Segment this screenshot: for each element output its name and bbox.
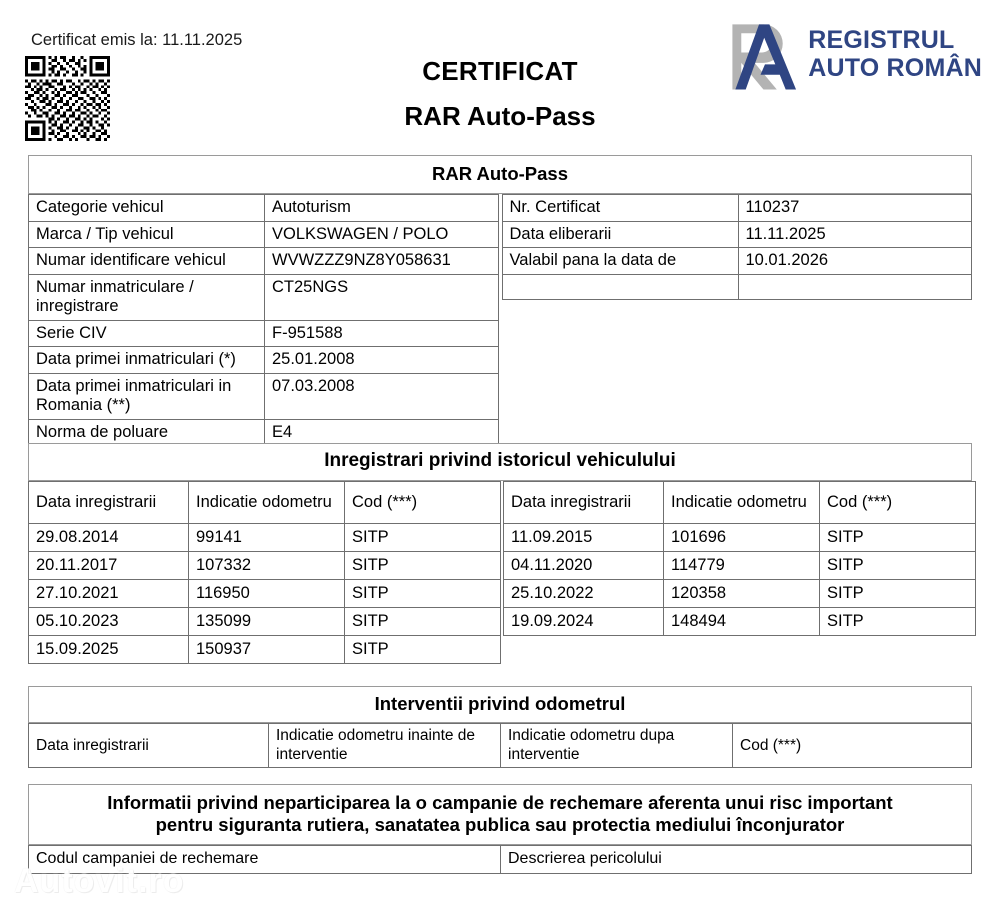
- table-row: [29, 579, 501, 607]
- cell-date: 27.10.2021: [29, 579, 189, 607]
- history-table-right: [503, 481, 976, 664]
- row-value: 11.11.2025: [738, 221, 972, 247]
- table-header-row: [29, 481, 501, 523]
- table-row: [504, 551, 976, 579]
- cell-odometer: 150937: [189, 635, 345, 663]
- row-value: 110237: [738, 195, 972, 221]
- row-value: 10.01.2026: [738, 248, 972, 274]
- row-value: 25.01.2008: [265, 347, 499, 373]
- table-row: [29, 419, 499, 445]
- column-header-odometer-before: Indicatie odometru inainte de interventie: [269, 724, 501, 768]
- cell-code: SITP: [345, 607, 501, 635]
- cell-date: 19.09.2024: [504, 607, 664, 635]
- cell-odometer: 99141: [189, 523, 345, 551]
- row-label: Serie CIV: [29, 320, 265, 346]
- row-value: Autoturism: [265, 195, 499, 221]
- table-row: [29, 274, 499, 320]
- cell-odometer: 135099: [189, 607, 345, 635]
- recall-info-section: [28, 784, 972, 874]
- history-section: [28, 443, 972, 664]
- table-row: [29, 373, 499, 419]
- cell-date: 11.09.2015: [504, 523, 664, 551]
- vehicle-details-table: [28, 194, 499, 446]
- page-title: CERTIFICAT: [422, 56, 578, 86]
- table-row: [504, 523, 976, 551]
- history-banner: Inregistrari privind istoricul vehiculului: [28, 443, 972, 481]
- cell-code: SITP: [345, 551, 501, 579]
- table-header-row: [29, 846, 972, 874]
- rar-monogram-icon: [725, 18, 799, 90]
- row-label: Valabil pana la data de: [502, 248, 738, 274]
- table-row-empty: [502, 274, 972, 299]
- history-table-left: [28, 481, 501, 664]
- row-value: WVWZZZ9NZ8Y058631: [265, 248, 499, 274]
- table-row: [29, 248, 499, 274]
- odometer-interventions-section: [28, 686, 972, 768]
- cell-date: 05.10.2023: [29, 607, 189, 635]
- row-value: 07.03.2008: [265, 373, 499, 419]
- recall-table: [28, 845, 972, 874]
- cell-code: SITP: [820, 551, 976, 579]
- column-header-code: Cod (***): [345, 481, 501, 523]
- row-label: Norma de poluare: [29, 419, 265, 445]
- row-value: E4: [265, 419, 499, 445]
- interventions-banner: Interventii privind odometrul: [28, 686, 972, 723]
- table-row: [504, 607, 976, 635]
- table-row: [29, 221, 499, 247]
- cell-odometer: 107332: [189, 551, 345, 579]
- cell-odometer: 101696: [664, 523, 820, 551]
- row-label: Data eliberarii: [502, 221, 738, 247]
- table-row: [29, 635, 501, 663]
- cell-odometer: 120358: [664, 579, 820, 607]
- empty-cell: [502, 274, 738, 299]
- column-header-date: Data inregistrarii: [29, 724, 269, 768]
- cell-odometer: 114779: [664, 551, 820, 579]
- cell-date: 04.11.2020: [504, 551, 664, 579]
- page-subtitle: RAR Auto-Pass: [404, 101, 596, 132]
- table-row-empty: [504, 635, 976, 663]
- issue-date-label: Certificat emis la: 11.11.2025: [31, 31, 243, 49]
- certificate-details-table: [502, 194, 973, 299]
- certificate-details-body: [502, 195, 972, 299]
- row-value: F-951588: [265, 320, 499, 346]
- cell-date: 25.10.2022: [504, 579, 664, 607]
- table-row: [29, 347, 499, 373]
- empty-cell: [820, 635, 976, 663]
- table-row: [29, 551, 501, 579]
- recall-banner-line1: Informatii privind neparticiparea la o campanie de rechemare aferenta unui risc important: [107, 792, 893, 813]
- watermark: Autovit.ro: [14, 862, 185, 900]
- table-row: [502, 221, 972, 247]
- column-header-date: Data inregistrarii: [29, 481, 189, 523]
- cell-code: SITP: [345, 523, 501, 551]
- column-header-odometer: Indicatie odometru: [189, 481, 345, 523]
- cell-date: 20.11.2017: [29, 551, 189, 579]
- autopass-section: [28, 155, 972, 446]
- row-value: CT25NGS: [265, 274, 499, 320]
- cell-date: 29.08.2014: [29, 523, 189, 551]
- table-row: [502, 248, 972, 274]
- cell-code: SITP: [820, 579, 976, 607]
- rar-logo-line1: REGISTRUL: [808, 26, 955, 54]
- row-label: Data primei inmatriculari (*): [29, 347, 265, 373]
- history-body-right: [504, 523, 976, 663]
- rar-logo: [725, 18, 982, 90]
- table-row: [504, 579, 976, 607]
- recall-banner-line2: pentru siguranta rutiera, sanatatea publica sau protectia mediului înconjurator: [155, 814, 845, 836]
- document-header: [0, 0, 1000, 148]
- cell-code: SITP: [345, 579, 501, 607]
- row-value: VOLKSWAGEN / POLO: [265, 221, 499, 247]
- cell-odometer: 148494: [664, 607, 820, 635]
- cell-code: SITP: [820, 523, 976, 551]
- column-header-odometer: Indicatie odometru: [664, 481, 820, 523]
- rar-logo-line2: AUTO ROMÂN: [808, 54, 982, 82]
- history-body-left: [29, 523, 501, 663]
- table-row: [29, 195, 499, 221]
- table-row: [29, 320, 499, 346]
- column-header-code: Cod (***): [820, 481, 976, 523]
- row-label: Nr. Certificat: [502, 195, 738, 221]
- empty-cell: [504, 635, 664, 663]
- empty-cell: [664, 635, 820, 663]
- recall-banner: [28, 784, 972, 845]
- table-row: [29, 607, 501, 635]
- column-header-odometer-after: Indicatie odometru dupa interventie: [501, 724, 733, 768]
- column-header-date: Data inregistrarii: [504, 481, 664, 523]
- column-header-hazard-description: Descrierea pericolului: [501, 846, 972, 874]
- row-label: Categorie vehicul: [29, 195, 265, 221]
- cell-code: SITP: [345, 635, 501, 663]
- column-header-code: Cod (***): [733, 724, 972, 768]
- row-label: Numar inmatriculare / inregistrare: [29, 274, 265, 320]
- table-row: [502, 195, 972, 221]
- row-label: Numar identificare vehicul: [29, 248, 265, 274]
- table-row: [29, 523, 501, 551]
- rar-logo-text: [808, 26, 982, 82]
- cell-odometer: 116950: [189, 579, 345, 607]
- row-label: Data primei inmatriculari in Romania (**): [29, 373, 265, 419]
- empty-cell: [738, 274, 972, 299]
- cell-code: SITP: [820, 607, 976, 635]
- row-label: Marca / Tip vehicul: [29, 221, 265, 247]
- table-header-row: [29, 724, 972, 768]
- autopass-banner: RAR Auto-Pass: [28, 155, 972, 194]
- column-header-campaign-code: Codul campaniei de rechemare: [29, 846, 501, 874]
- table-header-row: [504, 481, 976, 523]
- vehicle-details-body: [29, 195, 499, 446]
- interventions-table: [28, 723, 972, 768]
- cell-date: 15.09.2025: [29, 635, 189, 663]
